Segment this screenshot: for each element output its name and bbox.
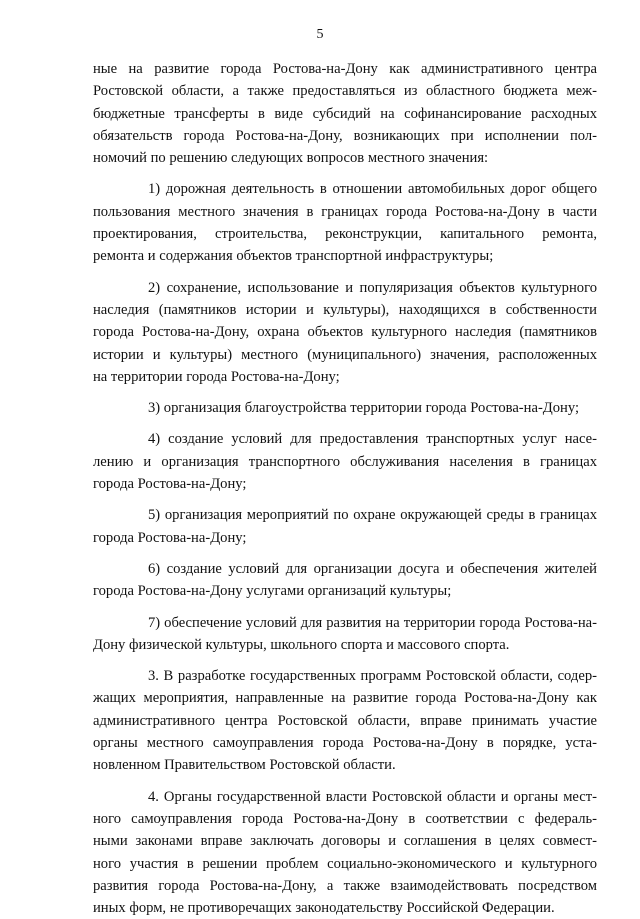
text-line: развития города Ростова-на-Дону, а также взаимодействовать посредством	[93, 877, 597, 894]
paragraph-gap	[93, 419, 597, 428]
text-line: 4) создание условий для предоставления транспортных услуг насе-	[148, 431, 597, 448]
paragraph-gap	[93, 268, 597, 277]
text-line: ные на развитие города Ростова-на-Дону как административного центра	[93, 61, 597, 77]
paragraph-gap	[93, 388, 597, 397]
text-line: Ростовской области, а также предоставляться из областного бюджета меж-	[93, 83, 597, 100]
text-line: ного участия в решении проблем социально-экономического и культурного	[93, 855, 597, 872]
text-line: 3. В разработке государственных программ Ростовской области, содер-	[148, 668, 597, 685]
paragraph-clause-4	[93, 786, 597, 919]
text-line: бюджетные трансферты в виде субсидий на софинансирование расходных	[93, 105, 597, 122]
text-line: органы местного самоуправления города Ростова-на-Дону в порядке, уста-	[93, 735, 597, 752]
text-line: 4. Органы государственной власти Ростовской области и органы мест-	[148, 788, 597, 805]
text-line: города Ростова-на-Дону услугами организаций культуры;	[93, 583, 452, 600]
text-line: города Ростова-на-Дону, охрана объектов культурного наследия (памятников	[93, 324, 597, 341]
paragraph-item-5	[93, 504, 597, 549]
paragraph-gap	[93, 603, 597, 612]
paragraph-gap	[93, 495, 597, 504]
text-line: 3) организация благоустройства территории города Ростова-на-Дону;	[148, 400, 580, 417]
text-line: 1) дорожная деятельность в отношении автомобильных дорог общего	[148, 181, 597, 198]
text-line: номочий по решению следующих вопросов местного значения:	[93, 150, 489, 167]
text-line: административного центра Ростовской области, вправе принимать участие	[93, 712, 597, 729]
paragraph-gap	[93, 549, 597, 558]
text-line: иных форм, не противоречащих законодательству Российской Федерации.	[93, 900, 555, 917]
paragraph-item-4	[93, 428, 597, 495]
paragraph-gap	[93, 777, 597, 786]
text-line: пользования местного значения в границах города Ростова-на-Дону в части	[93, 203, 597, 220]
text-line: жащих мероприятия, направленные на развитие города Ростова-на-Дону как	[93, 690, 597, 707]
text-line: истории и культуры) местного (муниципального) значения, расположенных	[93, 346, 597, 363]
text-line: проектирования, строительства, реконструкции, капитального ремонта,	[93, 226, 597, 243]
text-line: города Ростова-на-Дону;	[93, 476, 247, 493]
paragraph-clause-3	[93, 665, 597, 776]
paragraph-gap	[93, 169, 597, 178]
text-line: новленном Правительством Ростовской области.	[93, 757, 396, 774]
text-line: ного самоуправления города Ростова-на-Дону в соответствии с федераль-	[93, 810, 597, 827]
paragraph-gap	[93, 656, 597, 665]
text-line: наследия (памятников истории и культуры), находящихся в собственности	[93, 301, 597, 318]
text-line: 6) создание условий для организации досуга и обеспечения жителей	[148, 560, 597, 577]
text-line: ремонта и содержания объектов транспортной инфраструктуры;	[93, 248, 494, 265]
text-line: Дону физической культуры, школьного спорта и массового спорта.	[93, 636, 510, 653]
document-body	[93, 58, 597, 919]
paragraph-item-2	[93, 277, 597, 388]
text-line: 5) организация мероприятий по охране окружающей среды в границах	[148, 507, 597, 524]
paragraph-item-1	[93, 178, 597, 267]
text-line: ными законами вправе заключать договоры и соглашения в целях совмест-	[93, 833, 597, 850]
paragraph-intro	[93, 58, 597, 169]
text-line: 7) обеспечение условий для развития на территории города Ростова-на-	[148, 614, 597, 631]
text-line: лению и организация транспортного обслуживания населения в границах	[93, 453, 597, 470]
paragraph-item-6	[93, 558, 597, 603]
paragraph-item-7	[93, 612, 597, 657]
text-line: на территории города Ростова-на-Дону;	[93, 368, 340, 385]
paragraph-item-3	[93, 397, 597, 419]
text-line: обязательств города Ростова-на-Дону, возникающих при исполнении пол-	[93, 127, 597, 144]
page-number: 5	[316, 27, 324, 42]
text-line: города Ростова-на-Дону;	[93, 529, 247, 546]
text-line: 2) сохранение, использование и популяризация объектов культурного	[148, 279, 597, 296]
